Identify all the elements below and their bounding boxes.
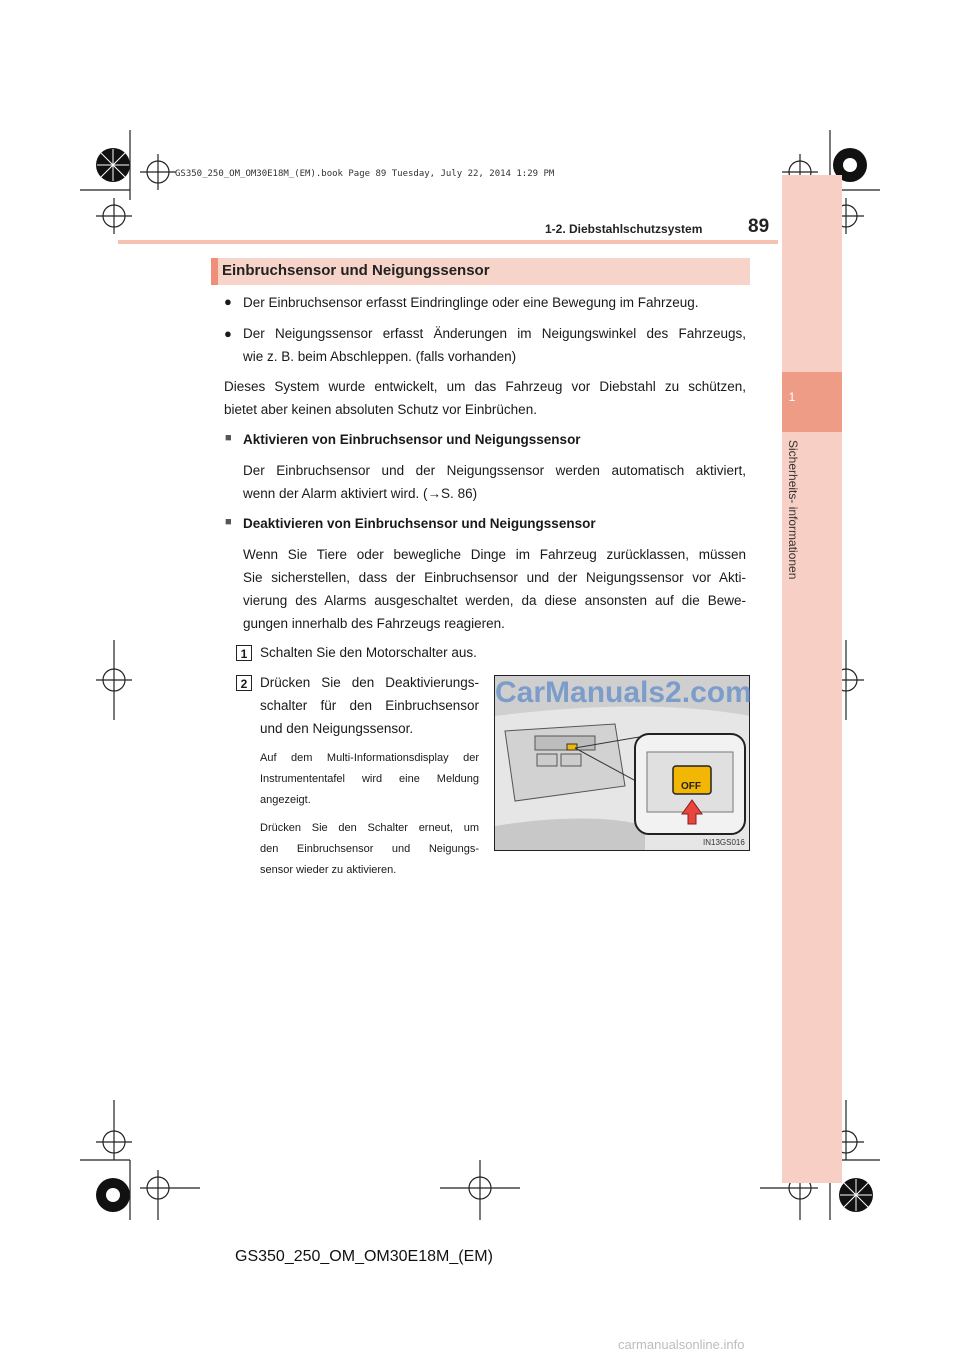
square-bullet-icon: ■ [225,516,232,528]
paragraph: vierung des Alarms ausgeschaltet werden, da diese ansonsten auf die Bewe- [243,593,746,608]
paragraph: wenn der Alarm aktiviert wird. (→S. 86) [243,486,478,501]
bullet-text: Der Neigungssensor erfasst Änderungen im Neigungswinkel des Fahrzeugs, [243,326,746,341]
paragraph: gungen innerhalb des Fahrzeugs reagieren. [243,616,505,631]
section-heading: Einbruchsensor und Neigungssensor [222,262,490,279]
paragraph: Dieses System wurde entwickelt, um das Fahrzeug vor Diebstahl zu schützen, [224,379,746,394]
note-text: angezeigt. [260,794,311,806]
bullet-text: wie z. B. beim Abschleppen. (falls vorhanden) [243,349,517,364]
bullet-icon: ● [224,326,232,341]
chapter-sidebar [782,175,842,1183]
note-text: den Einbruchsensor und Neigungs- [260,843,479,855]
watermark: CarManuals2.com [495,676,752,709]
note-text: Auf dem Multi-Informationsdisplay der [260,752,479,764]
step-number: 2 [236,675,252,691]
note-text: Instrumententafel wird eine Meldung [260,773,479,785]
section-title: 1-2. Diebstahlschutzsystem [545,222,703,236]
bullet-icon: ● [224,294,232,309]
paragraph: Sie sicherstellen, dass der Einbruchsensor und der Neigungssensor vor Akti- [243,570,746,585]
note-text: sensor wieder zu aktivieren. [260,864,397,876]
footer-model: GS350_250_OM_OM30E18M_(EM) [235,1248,493,1265]
bullet-text: Der Einbruchsensor erfasst Eindringlinge oder eine Bewegung im Fahrzeug. [243,295,699,310]
header-rule [118,240,778,244]
square-bullet-icon: ■ [225,432,232,444]
off-button-label: OFF [681,781,701,792]
chapter-title: Sicherheits- informationen [786,440,800,580]
subheading: Aktivieren von Einbruchsensor und Neigungssensor [243,432,581,447]
step-text: und den Neigungssensor. [260,721,414,736]
paragraph: bietet aber keinen absoluten Schutz vor Einbrüchen. [224,402,537,417]
chapter-number: 1 [788,390,796,404]
step-text: Schalten Sie den Motorschalter aus. [260,645,477,660]
subheading: Deaktivieren von Einbruchsensor und Neigungssensor [243,516,596,531]
step-number: 1 [236,645,252,661]
page-number: 89 [748,216,770,237]
note-text: Drücken Sie den Schalter erneut, um [260,822,479,834]
paragraph: Der Einbruchsensor und der Neigungssensor werden automatisch aktiviert, [243,463,746,478]
figure-code: IN13GS016 [703,838,745,847]
book-info: GS350_250_OM_OM30E18M_(EM).book Page 89 Tuesday, July 22, 2014 1:29 PM [175,169,555,179]
site-watermark: carmanualsonline.info [618,1337,745,1352]
step-text: Drücken Sie den Deaktivierungs- [260,675,479,690]
step-text: schalter für den Einbruchsensor [260,698,479,713]
paragraph: Wenn Sie Tiere oder bewegliche Dinge im Fahrzeug zurücklassen, müssen [243,547,746,562]
